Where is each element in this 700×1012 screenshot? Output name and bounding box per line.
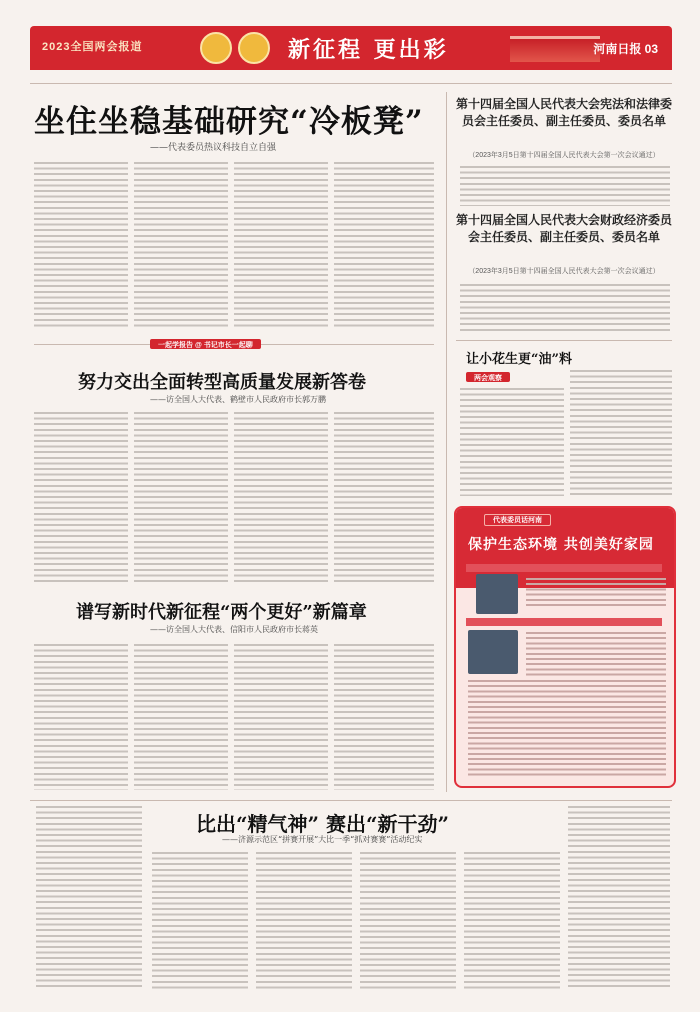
feature-box-text-2: [526, 632, 666, 676]
divider: [30, 800, 672, 801]
feature-box-caption-2: [466, 618, 662, 626]
feature-box-caption-1: [466, 564, 662, 572]
right3-column-1: [460, 388, 564, 496]
article3-column-2: [134, 644, 228, 790]
divider: [456, 340, 672, 341]
article3-column-3: [234, 644, 328, 790]
feature-box-text-1: [526, 578, 666, 606]
cppcc-emblem-icon: [238, 32, 270, 64]
article1-column-4: [334, 162, 434, 330]
national-emblem-icon: [200, 32, 232, 64]
article1-column-3: [234, 162, 328, 330]
article1-subtitle: ——代表委员热议科技自立自强: [150, 143, 277, 153]
masthead: [30, 26, 672, 70]
column-divider: [446, 92, 447, 792]
article2-banner: 一起学报告 @ 书记市长一起聊: [150, 339, 261, 349]
feature-box-text-3: [468, 680, 666, 776]
right3-title: 让小花生更“油”料: [466, 352, 572, 367]
bottom-column-3: [360, 852, 456, 990]
right2-meta: （2023年3月5日第十四届全国人民代表大会第一次会议通过）: [468, 268, 660, 275]
article3-column-1: [34, 644, 128, 790]
right1-list: [460, 166, 670, 206]
representative-photo-2: [468, 630, 518, 674]
article1-column-1: [34, 162, 128, 330]
bottom-column-4: [464, 852, 560, 990]
article2-column-4: [334, 412, 434, 582]
right1-meta: （2023年3月5日第十四届全国人民代表大会第一次会议通过）: [468, 152, 660, 159]
article3-column-4: [334, 644, 434, 790]
right1-title: 第十四届全国人民代表大会宪法和法律委员会主任委员、副主任委员、委员名单: [456, 97, 673, 128]
representative-photo-1: [476, 574, 518, 614]
feature-box-theme: 保护生态环境 共创美好家园: [468, 537, 654, 553]
article2-title: 努力交出全面转型高质量发展新答卷: [78, 372, 366, 393]
masthead-paper: 河南日报 03: [593, 42, 658, 56]
article2-column-3: [234, 412, 328, 582]
right3-tag: 两会观察: [466, 372, 510, 382]
page-subheader: [30, 70, 672, 84]
article2-column-1: [34, 412, 128, 582]
bottom-sidebar-text: [36, 806, 142, 990]
masthead-tag: 2023全国两会报道: [42, 41, 143, 53]
article2-subtitle: ——访全国人大代表、鹤壁市人民政府市长郭万鹏: [150, 395, 326, 404]
right2-title: 第十四届全国人民代表大会财政经济委员会主任委员、副主任委员、委员名单: [456, 213, 673, 244]
feature-box-tag: 代表委员话河南: [484, 514, 551, 526]
bottom-column-5: [568, 806, 670, 990]
right2-list: [460, 284, 670, 332]
masthead-slogan: 新征程 更出彩: [288, 37, 449, 63]
article3-subtitle: ——访全国人大代表、信阳市人民政府市长蒋英: [150, 625, 318, 634]
great-hall-image: [510, 36, 600, 62]
bottom-column-1: [152, 852, 248, 990]
article1-title: 坐住坐稳基础研究“冷板凳”: [34, 104, 424, 140]
right3-column-2: [570, 370, 672, 496]
bottom-title: 比出“精气神” 赛出“新干劲”: [196, 812, 449, 836]
article1-column-2: [134, 162, 228, 330]
bottom-subtitle: ——济源示范区“拼赛开展”大比一季“抓对赛赛”活动纪实: [222, 835, 423, 844]
feature-box: [454, 506, 676, 788]
bottom-column-2: [256, 852, 352, 990]
article2-column-2: [134, 412, 228, 582]
article3-title: 谱写新时代新征程“两个更好”新篇章: [76, 602, 367, 623]
